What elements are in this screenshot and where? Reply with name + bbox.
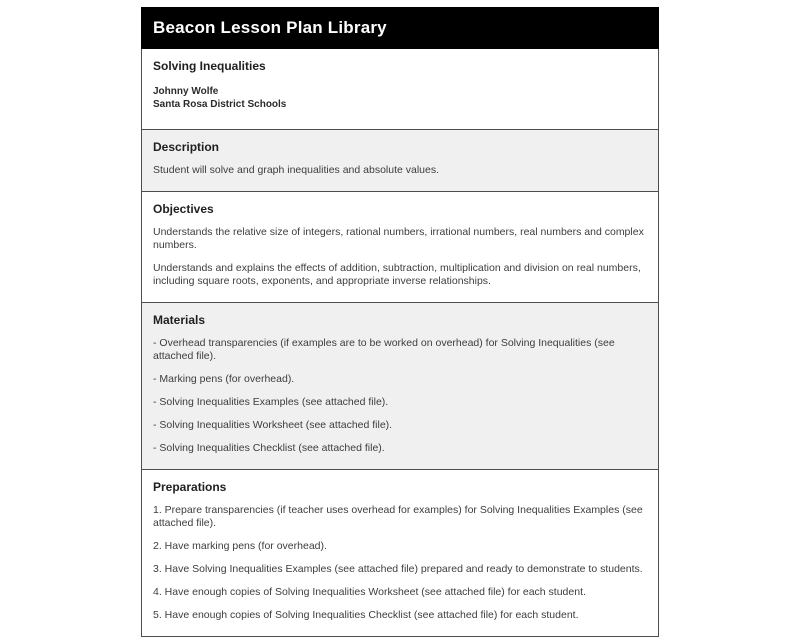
section-heading: Materials — [153, 313, 206, 327]
section-heading: Preparations — [153, 480, 227, 494]
section-paragraph: 5. Have enough copies of Solving Inequalities Checklist (see attached file) for each student. — [153, 609, 579, 621]
byline — [153, 86, 647, 111]
title-section — [142, 49, 658, 130]
section-preparations — [142, 470, 658, 636]
section-paragraph: 4. Have enough copies of Solving Inequalities Worksheet (see attached file) for each student. — [153, 586, 586, 598]
section-paragraph: Understands the relative size of integers, rational numbers, irrational numbers, real numbers and complex numbers. — [153, 226, 644, 251]
section-paragraph: 3. Have Solving Inequalities Examples (see attached file) prepared and ready to demonstrate to students. — [153, 563, 643, 575]
section-paragraph: - Solving Inequalities Examples (see attached file). — [153, 396, 389, 408]
section-paragraph: Student will solve and graph inequalities and absolute values. — [153, 164, 440, 176]
author-organization: Santa Rosa District Schools — [153, 98, 287, 110]
section-heading: Description — [153, 140, 220, 154]
section-paragraph: - Marking pens (for overhead). — [153, 373, 295, 385]
site-title: Beacon Lesson Plan Library — [153, 18, 387, 37]
section-description — [142, 130, 658, 192]
section-paragraph: - Solving Inequalities Worksheet (see attached file). — [153, 419, 393, 431]
section-paragraph: Understands and explains the effects of addition, subtraction, multiplication and division on real numbers, including square roots, exponents, and appropriate inverse relationships. — [153, 262, 641, 287]
section-paragraph: - Solving Inequalities Checklist (see attached file). — [153, 442, 385, 454]
site-header — [141, 7, 659, 49]
section-materials — [142, 303, 658, 470]
section-paragraph: 1. Prepare transparencies (if teacher uses overhead for examples) for Solving Inequalities Examples (see attached file). — [153, 504, 643, 529]
section-heading: Objectives — [153, 202, 214, 216]
section-paragraph: 2. Have marking pens (for overhead). — [153, 540, 327, 552]
section-objectives — [142, 192, 658, 303]
lesson-plan-document — [141, 7, 659, 637]
section-paragraph: - Overhead transparencies (if examples are to be worked on overhead) for Solving Inequalities (see attached file). — [153, 337, 615, 362]
author-name: Johnny Wolfe — [153, 86, 219, 97]
document-body — [141, 49, 659, 637]
lesson-title: Solving Inequalities — [153, 59, 266, 73]
